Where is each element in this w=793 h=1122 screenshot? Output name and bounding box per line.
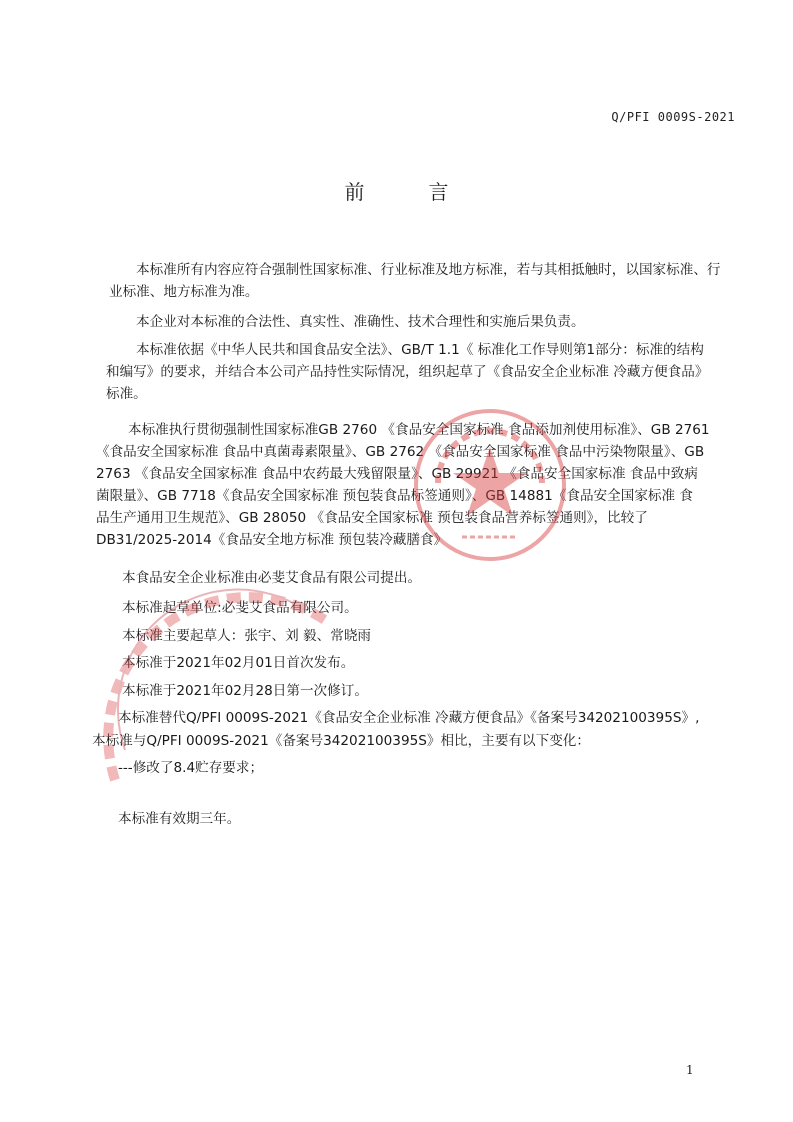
- paragraph-9: 本标准于2021年02月28日第一次修订。: [122, 683, 368, 699]
- paragraph-12: ---修改了8.4贮存要求；: [118, 760, 264, 776]
- paragraph-4-line-3: 2763 《食品安全国家标准 食品中农药最大残留限量》、GB 29921 《食品安全国家标准 食品中致病: [96, 466, 698, 482]
- page-title: [0, 176, 793, 205]
- paragraph-2: 本企业对本标准的合法性、真实性、准确性、技术合理性和实施后果负责。: [136, 314, 585, 330]
- page-number: 1: [686, 1063, 694, 1077]
- paragraph-4-line-4: 菌限量》、GB 7718《食品安全国家标准 预包装食品标签通则》、GB 14881《食品安全国家标准 食: [96, 488, 694, 504]
- paragraph-6: 本标准起草单位:必斐艾食品有限公司。: [122, 600, 358, 616]
- paragraph-1-line-2: 业标准、地方标准为准。: [109, 284, 259, 300]
- paragraph-13: 本标准有效期三年。: [118, 811, 241, 827]
- paragraph-4-line-2: 《食品安全国家标准 食品中真菌毒素限量》、GB 2762 《食品安全国家标准 食品中污染物限量》、GB: [96, 444, 705, 460]
- paragraph-11: 本标准与Q/PFI 0009S-2021《备案号34202100395S》相比，主要有以下变化：: [92, 733, 590, 749]
- paragraph-4-line-5: 品生产通用卫生规范》、GB 28050 《食品安全国家标准 预包装食品营养标签通则》，比较了: [96, 510, 648, 526]
- paragraph-3-line-3: 标准。: [106, 386, 147, 402]
- paragraph-3-line-1: 本标准依据《中华人民共和国食品安全法》、GB/T 1.1《 标准化工作导则第1部分：标准的结构: [136, 342, 704, 358]
- paragraph-5: 本食品安全企业标准由必斐艾食品有限公司提出。: [122, 570, 422, 586]
- paragraph-1-line-1: 本标准所有内容应符合强制性国家标准、行业标准及地方标准，若与其相抵触时，以国家标准、行: [136, 262, 721, 278]
- title-char-2: 言: [428, 180, 449, 204]
- document-code: Q/PFI 0009S-2021: [611, 110, 735, 124]
- paragraph-10: 本标准替代Q/PFI 0009S-2021《食品安全企业标准 冷藏方便食品》《备案号34202100395S》,: [118, 710, 700, 726]
- title-char-1: 前: [344, 180, 365, 204]
- paragraph-4-line-1: 本标准执行贯彻强制性国家标准GB 2760 《食品安全国家标准 食品添加剂使用标准》、GB 2761: [128, 422, 710, 438]
- paragraph-7: 本标准主要起草人：张宇、刘 毅、常晓雨: [122, 628, 372, 644]
- paragraph-8: 本标准于2021年02月01日首次发布。: [122, 655, 355, 671]
- paragraph-4-line-6: DB31/2025-2014《食品安全地方标准 预包装冷藏膳食》: [96, 532, 448, 548]
- paragraph-3-line-2: 和编写》的要求，并结合本公司产品持性实际情况，组织起草了《食品安全企业标准 冷藏方便食品》: [106, 364, 709, 380]
